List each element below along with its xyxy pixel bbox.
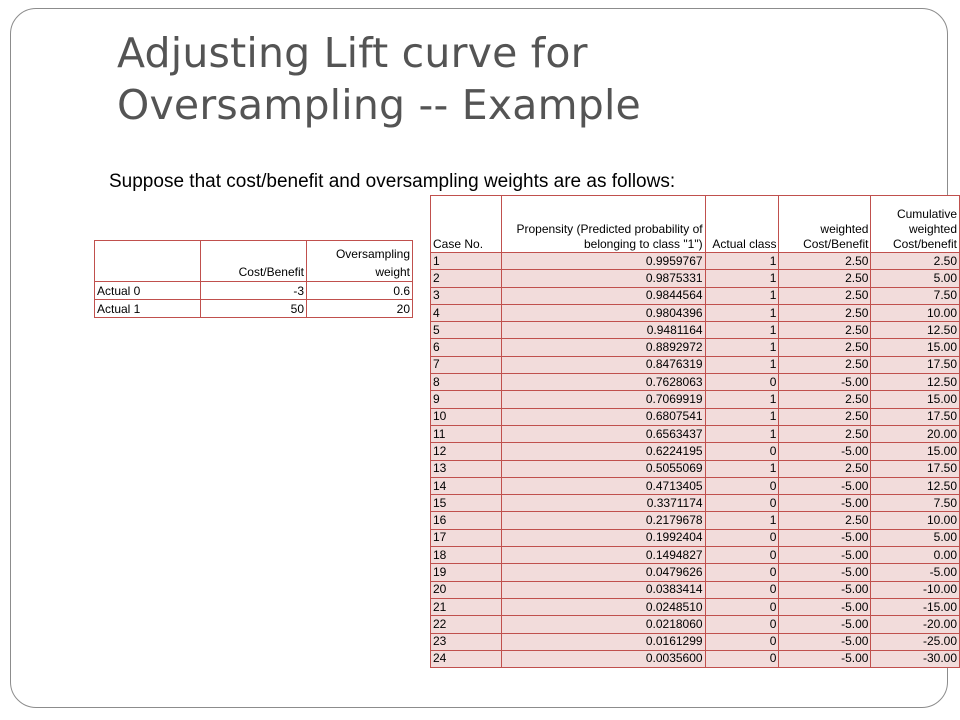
case-table-cell-actual-class: 1 <box>705 253 779 270</box>
cost-table-header-row <box>95 241 413 282</box>
case-table-cell-actual-class: 1 <box>705 425 779 442</box>
case-table-cell-actual-class: 0 <box>705 633 779 650</box>
case-table-cell-cumulative: 15.00 <box>871 443 960 460</box>
cost-table-header-oversampling-weight: Oversampling weight <box>307 241 413 282</box>
case-table-cell-cumulative: 12.50 <box>871 374 960 391</box>
case-table-cell-weighted: -5.00 <box>779 581 871 598</box>
case-table-cell-cumulative: 10.00 <box>871 512 960 529</box>
case-table-cell-weighted: -5.00 <box>779 633 871 650</box>
case-table-row <box>431 650 960 667</box>
case-table-cell-case-no: 5 <box>431 322 502 339</box>
case-table-cell-cumulative: 10.00 <box>871 304 960 321</box>
case-table-cell-propensity: 0.1992404 <box>502 529 705 546</box>
case-table-cell-propensity: 0.0248510 <box>502 598 705 615</box>
case-table-cell-weighted: 2.50 <box>779 339 871 356</box>
case-table-cell-cumulative: 17.50 <box>871 356 960 373</box>
case-table-row <box>431 356 960 373</box>
case-table-cell-cumulative: -15.00 <box>871 598 960 615</box>
case-table-cell-cumulative: 2.50 <box>871 253 960 270</box>
case-table-row <box>431 322 960 339</box>
case-table-cell-case-no: 9 <box>431 391 502 408</box>
case-table-cell-actual-class: 1 <box>705 391 779 408</box>
case-table-cell-case-no: 4 <box>431 304 502 321</box>
case-table-cell-cumulative: 17.50 <box>871 408 960 425</box>
case-table-cell-propensity: 0.9481164 <box>502 322 705 339</box>
case-table-cell-case-no: 2 <box>431 270 502 287</box>
case-table-row <box>431 443 960 460</box>
case-table-cell-weighted: -5.00 <box>779 564 871 581</box>
case-table-cell-weighted: -5.00 <box>779 443 871 460</box>
case-table-cell-propensity: 0.6224195 <box>502 443 705 460</box>
slide-title: Adjusting Lift curve for Oversampling -- Example <box>117 29 641 129</box>
case-table-cell-actual-class: 0 <box>705 374 779 391</box>
case-table-cell-weighted: 2.50 <box>779 322 871 339</box>
case-table-cell-actual-class: 0 <box>705 529 779 546</box>
case-table-cell-propensity: 0.5055069 <box>502 460 705 477</box>
case-table-cell-weighted: 2.50 <box>779 304 871 321</box>
case-table-row <box>431 581 960 598</box>
case-table-cell-weighted: 2.50 <box>779 425 871 442</box>
case-table-cell-propensity: 0.9844564 <box>502 287 705 304</box>
cost-table-cell-cost: 50 <box>201 300 307 318</box>
case-table-cell-actual-class: 1 <box>705 270 779 287</box>
case-table-row <box>431 304 960 321</box>
case-table-cell-cumulative: -25.00 <box>871 633 960 650</box>
case-table-cell-weighted: 2.50 <box>779 408 871 425</box>
case-table-cell-weighted: 2.50 <box>779 391 871 408</box>
case-table-cell-case-no: 7 <box>431 356 502 373</box>
case-table-cell-case-no: 12 <box>431 443 502 460</box>
case-table-cell-cumulative: -5.00 <box>871 564 960 581</box>
case-table-cell-weighted: 2.50 <box>779 270 871 287</box>
case-table-cell-cumulative: 12.50 <box>871 477 960 494</box>
case-table-row <box>431 425 960 442</box>
case-table-cell-actual-class: 1 <box>705 460 779 477</box>
case-table-cell-propensity: 0.4713405 <box>502 477 705 494</box>
case-table-cell-actual-class: 0 <box>705 477 779 494</box>
case-table-header-row <box>431 196 960 253</box>
case-table-cell-actual-class: 0 <box>705 650 779 667</box>
case-propensity-table <box>430 195 960 668</box>
case-table-cell-case-no: 23 <box>431 633 502 650</box>
case-table-row <box>431 253 960 270</box>
case-table-cell-case-no: 17 <box>431 529 502 546</box>
case-table-row <box>431 339 960 356</box>
case-table-cell-actual-class: 1 <box>705 287 779 304</box>
case-table-cell-weighted: 2.50 <box>779 512 871 529</box>
case-table-row <box>431 495 960 512</box>
case-table-cell-propensity: 0.0218060 <box>502 616 705 633</box>
case-table-cell-case-no: 24 <box>431 650 502 667</box>
case-table-cell-case-no: 21 <box>431 598 502 615</box>
case-table-cell-propensity: 0.6563437 <box>502 425 705 442</box>
case-table-row <box>431 287 960 304</box>
case-table-cell-weighted: 2.50 <box>779 287 871 304</box>
case-table-cell-cumulative: 17.50 <box>871 460 960 477</box>
case-table-row <box>431 512 960 529</box>
case-table-cell-weighted: 2.50 <box>779 460 871 477</box>
case-table-cell-weighted: -5.00 <box>779 477 871 494</box>
case-table-row <box>431 547 960 564</box>
case-table-cell-weighted: -5.00 <box>779 547 871 564</box>
case-table-cell-cumulative: 15.00 <box>871 339 960 356</box>
case-table-cell-case-no: 1 <box>431 253 502 270</box>
case-table-cell-actual-class: 1 <box>705 356 779 373</box>
cost-table-row <box>95 282 413 300</box>
cost-table-row <box>95 300 413 318</box>
case-table-cell-case-no: 19 <box>431 564 502 581</box>
case-table-header-cumulative-cost-benefit: Cumulative weighted Cost/benefit <box>871 196 960 253</box>
case-table-cell-weighted: 2.50 <box>779 356 871 373</box>
case-table-cell-cumulative: 0.00 <box>871 547 960 564</box>
cost-table-header-empty <box>95 241 201 282</box>
case-table-header-actual-class: Actual class <box>705 196 779 253</box>
case-table-cell-weighted: -5.00 <box>779 598 871 615</box>
case-table-header-case-no: Case No. <box>431 196 502 253</box>
case-table-cell-propensity: 0.0479626 <box>502 564 705 581</box>
case-table-cell-propensity: 0.7069919 <box>502 391 705 408</box>
case-table-cell-propensity: 0.6807541 <box>502 408 705 425</box>
case-table-cell-case-no: 18 <box>431 547 502 564</box>
case-table-cell-case-no: 22 <box>431 616 502 633</box>
case-table-row <box>431 460 960 477</box>
case-table-cell-cumulative: -30.00 <box>871 650 960 667</box>
case-table-cell-cumulative: -20.00 <box>871 616 960 633</box>
case-table-cell-case-no: 20 <box>431 581 502 598</box>
case-table-row <box>431 598 960 615</box>
case-table-cell-propensity: 0.1494827 <box>502 547 705 564</box>
case-table-cell-propensity: 0.9875331 <box>502 270 705 287</box>
case-table-cell-propensity: 0.0035600 <box>502 650 705 667</box>
case-table-cell-actual-class: 1 <box>705 339 779 356</box>
case-table-cell-case-no: 11 <box>431 425 502 442</box>
case-table-cell-propensity: 0.0161299 <box>502 633 705 650</box>
case-table-cell-propensity: 0.7628063 <box>502 374 705 391</box>
case-table-cell-case-no: 3 <box>431 287 502 304</box>
case-table-body <box>431 253 960 668</box>
case-table-cell-propensity: 0.8892972 <box>502 339 705 356</box>
case-table-cell-case-no: 14 <box>431 477 502 494</box>
case-table-row <box>431 564 960 581</box>
cost-table-cell-label: Actual 0 <box>95 282 201 300</box>
case-table-cell-cumulative: 15.00 <box>871 391 960 408</box>
case-table-row <box>431 616 960 633</box>
cost-benefit-table <box>94 240 413 318</box>
case-table-cell-propensity: 0.8476319 <box>502 356 705 373</box>
case-table-row <box>431 477 960 494</box>
case-table-row <box>431 374 960 391</box>
case-table-header-weighted-cost-benefit: weighted Cost/Benefit <box>779 196 871 253</box>
case-table-cell-actual-class: 0 <box>705 598 779 615</box>
cost-table-cell-label: Actual 1 <box>95 300 201 318</box>
case-table-row <box>431 633 960 650</box>
cost-table-cell-weight: 20 <box>307 300 413 318</box>
case-table-cell-cumulative: 7.50 <box>871 495 960 512</box>
case-table-cell-cumulative: 20.00 <box>871 425 960 442</box>
case-table-cell-case-no: 8 <box>431 374 502 391</box>
case-table-cell-weighted: -5.00 <box>779 650 871 667</box>
slide-subtitle: Suppose that cost/benefit and oversampling weights are as follows: <box>109 171 676 192</box>
case-table-row <box>431 270 960 287</box>
case-table-row <box>431 391 960 408</box>
case-table-cell-actual-class: 1 <box>705 322 779 339</box>
case-table-row <box>431 529 960 546</box>
case-table-cell-propensity: 0.0383414 <box>502 581 705 598</box>
case-table-cell-cumulative: 5.00 <box>871 270 960 287</box>
case-table-cell-case-no: 15 <box>431 495 502 512</box>
cost-table-cell-weight: 0.6 <box>307 282 413 300</box>
case-table-cell-propensity: 0.9959767 <box>502 253 705 270</box>
case-table-header-propensity: Propensity (Predicted probability of belonging to class "1") <box>502 196 705 253</box>
case-table-cell-case-no: 16 <box>431 512 502 529</box>
case-table-cell-actual-class: 0 <box>705 443 779 460</box>
case-table-cell-case-no: 6 <box>431 339 502 356</box>
case-table-cell-propensity: 0.9804396 <box>502 304 705 321</box>
case-table-cell-cumulative: 5.00 <box>871 529 960 546</box>
case-table-cell-weighted: -5.00 <box>779 495 871 512</box>
case-table-cell-weighted: -5.00 <box>779 374 871 391</box>
case-table-row <box>431 408 960 425</box>
case-table-cell-actual-class: 1 <box>705 408 779 425</box>
cost-table-header-cost-benefit: Cost/Benefit <box>201 241 307 282</box>
case-table-cell-actual-class: 0 <box>705 581 779 598</box>
case-table-cell-actual-class: 1 <box>705 512 779 529</box>
case-table-cell-cumulative: 12.50 <box>871 322 960 339</box>
case-table-cell-actual-class: 0 <box>705 564 779 581</box>
case-table-cell-case-no: 10 <box>431 408 502 425</box>
case-table-cell-propensity: 0.2179678 <box>502 512 705 529</box>
case-table-cell-cumulative: 7.50 <box>871 287 960 304</box>
case-table-cell-weighted: 2.50 <box>779 253 871 270</box>
case-table-cell-weighted: -5.00 <box>779 529 871 546</box>
case-table-cell-actual-class: 1 <box>705 304 779 321</box>
case-table-cell-actual-class: 0 <box>705 547 779 564</box>
case-table-cell-weighted: -5.00 <box>779 616 871 633</box>
case-table-cell-case-no: 13 <box>431 460 502 477</box>
case-table-cell-cumulative: -10.00 <box>871 581 960 598</box>
case-table-cell-propensity: 0.3371174 <box>502 495 705 512</box>
cost-table-cell-cost: -3 <box>201 282 307 300</box>
case-table-cell-actual-class: 0 <box>705 495 779 512</box>
case-table-cell-actual-class: 0 <box>705 616 779 633</box>
